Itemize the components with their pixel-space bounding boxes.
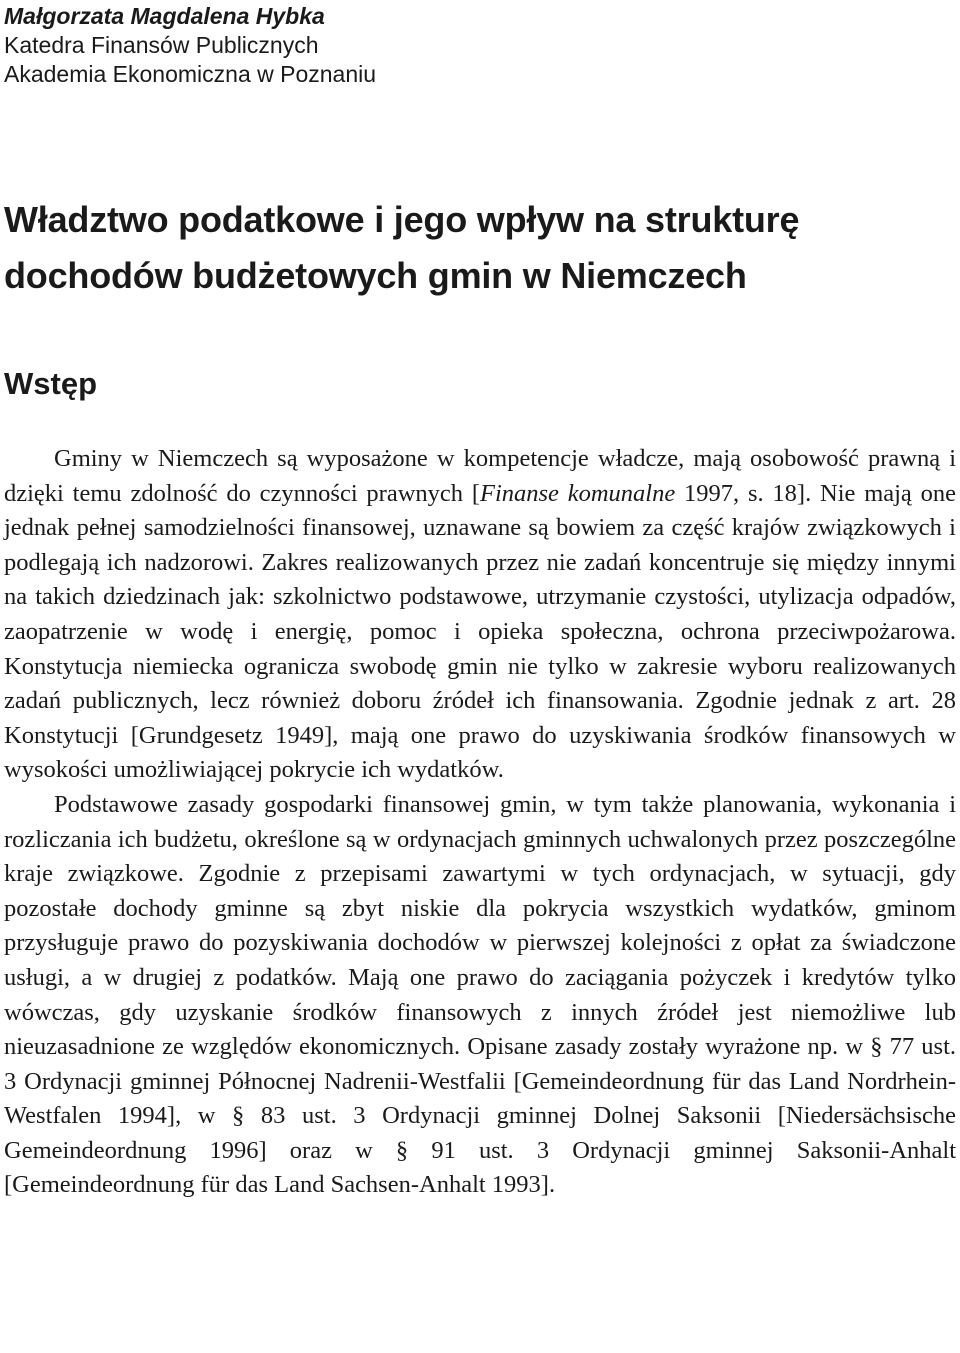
- body-text: [4, 442, 956, 1203]
- paragraph-1-part-2: 1997, s. 18]. Nie mają one jednak pełnej samodzielności finansowej, uznawane są bowiem za część krajów związkowych i podlegają ich nadzorowi. Zakres realizowanych przez nie zadań koncentruje się między innymi na takich dziedzinach jak: szkolnictwo podstawowe, utrzymanie czystości, utylizacja odpadów, zaopatrzenie w wodę i energię, pomoc i opieka społeczna, ochrona przeciwpożarowa. Konstytucja niemiecka ogranicza swobodę gmin nie tylko w zakresie wyboru realizowanych zadań publicznych, lecz również doboru źródeł ich finansowania. Zgodnie jednak z art. 28 Konstytucji [Grundgesetz 1949], mają one prawo do uzyskiwania środków finansowych w wysokości umożliwiającej pokrycie ich wydatków.: [4, 479, 956, 784]
- citation-finanse-komunalne: Finanse komunalne: [480, 479, 676, 507]
- paragraph-1: [4, 442, 956, 788]
- author-department: Katedra Finansów Publicznych: [4, 32, 319, 58]
- article-title-line-1: Władztwo podatkowe i jego wpływ na strukturę: [4, 199, 800, 240]
- section-heading-introduction: Wstęp: [4, 366, 97, 401]
- author-name: Małgorzata Magdalena Hybka: [4, 3, 325, 29]
- paragraph-2: Podstawowe zasady gospodarki finansowej gmin, w tym także planowania, wykonania i rozliczania ich budżetu, określone są w ordynacjach gminnych uchwalonych przez poszczególne kraje związkowe. Zgodnie z przepisami zawartymi w tych ordynacjach, w sytuacji, gdy pozostałe dochody gminne są zbyt niskie dla pokrycia wszystkich wydatków, gminom przysługuje prawo do pozyskiwania dochodów w pierwszej kolejności z opłat za świadczone usługi, a w drugiej z podatków. Mają one prawo do zaciągania pożyczek i kredytów tylko wówczas, gdy uzyskanie środków finansowych z innych źródeł jest niemożliwe lub nieuzasadnione ze względów ekonomicznych. Opisane zasady zostały wyrażone np. w § 77 ust. 3 Ordynacji gminnej Północnej Nadrenii-Westfalii [Gemeindeordnung für das Land Nordrhein-Westfalen 1994], w § 83 ust. 3 Ordynacji gminnej Dolnej Saksonii [Niedersächsische Gemeindeordnung 1996] oraz w § 91 ust. 3 Ordynacji gminnej Saksonii-Anhalt [Gemeindeordnung für das Land Sachsen-Anhalt 1993].: [4, 790, 956, 1199]
- author-institution: Akademia Ekonomiczna w Poznaniu: [4, 61, 377, 87]
- article-title-line-2: dochodów budżetowych gmin w Niemczech: [4, 255, 747, 296]
- author-block: [4, 2, 376, 89]
- paragraph-1-part-1: Gminy w Niemczech są wyposażone w kompetencje władcze, mają osobowość prawną i dzięki temu zdolność do czynności prawnych [: [4, 445, 956, 507]
- article-title: [4, 192, 954, 304]
